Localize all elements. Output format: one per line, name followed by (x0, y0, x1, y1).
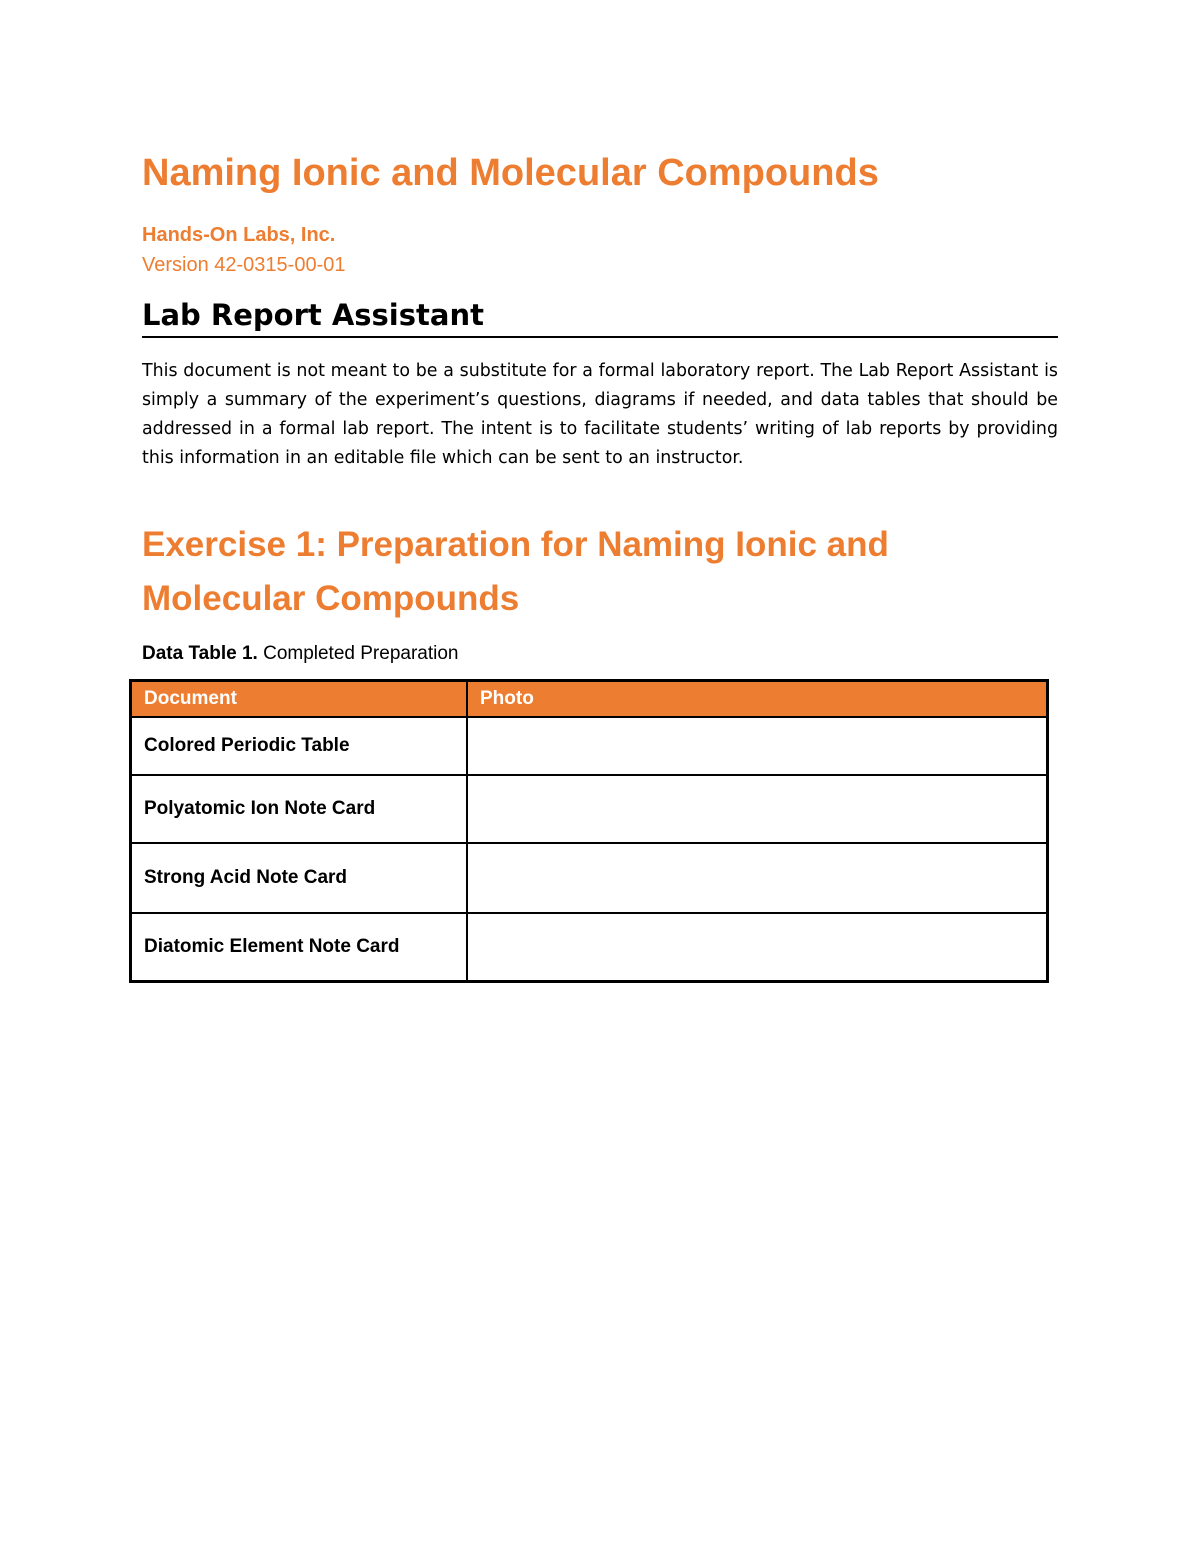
photo-cell[interactable] (467, 913, 1048, 982)
data-table-1 (129, 679, 1049, 983)
document-cell: Strong Acid Note Card (131, 843, 468, 913)
table-row (131, 775, 1048, 843)
table-row (131, 843, 1048, 913)
header-document: Document (131, 681, 468, 718)
table-header-row (131, 681, 1048, 718)
photo-cell[interactable] (467, 717, 1048, 775)
document-cell: Colored Periodic Table (131, 717, 468, 775)
document-version: Version 42-0315-00-01 (142, 254, 346, 276)
organization-name: Hands-On Labs, Inc. (142, 224, 336, 246)
exercise-1-heading: Exercise 1: Preparation for Naming Ionic and Molecular Compounds (142, 525, 889, 618)
document-cell: Polyatomic Ion Note Card (131, 775, 468, 843)
table-caption-text: Completed Preparation (257, 643, 459, 664)
document-cell: Diatomic Element Note Card (131, 913, 468, 982)
header-photo: Photo (467, 681, 1048, 718)
photo-cell[interactable] (467, 775, 1048, 843)
lab-report-assistant-heading: Lab Report Assistant (142, 296, 1058, 338)
table-row (131, 717, 1048, 775)
document-title: Naming Ionic and Molecular Compounds (142, 152, 879, 194)
table-caption-label: Data Table 1. (142, 643, 258, 664)
intro-paragraph: This document is not meant to be a substitute for a formal laboratory report. The Lab Report Assistant is simply a summary of the experiment’s questions, diagrams if needed, and data tables that should be addressed in a formal lab report. The intent is to facilitate students’ writing of lab reports by providing this information in an editable file which can be sent to an instructor. (142, 361, 1058, 468)
table-caption (142, 641, 458, 667)
table-row (131, 913, 1048, 982)
photo-cell[interactable] (467, 843, 1048, 913)
